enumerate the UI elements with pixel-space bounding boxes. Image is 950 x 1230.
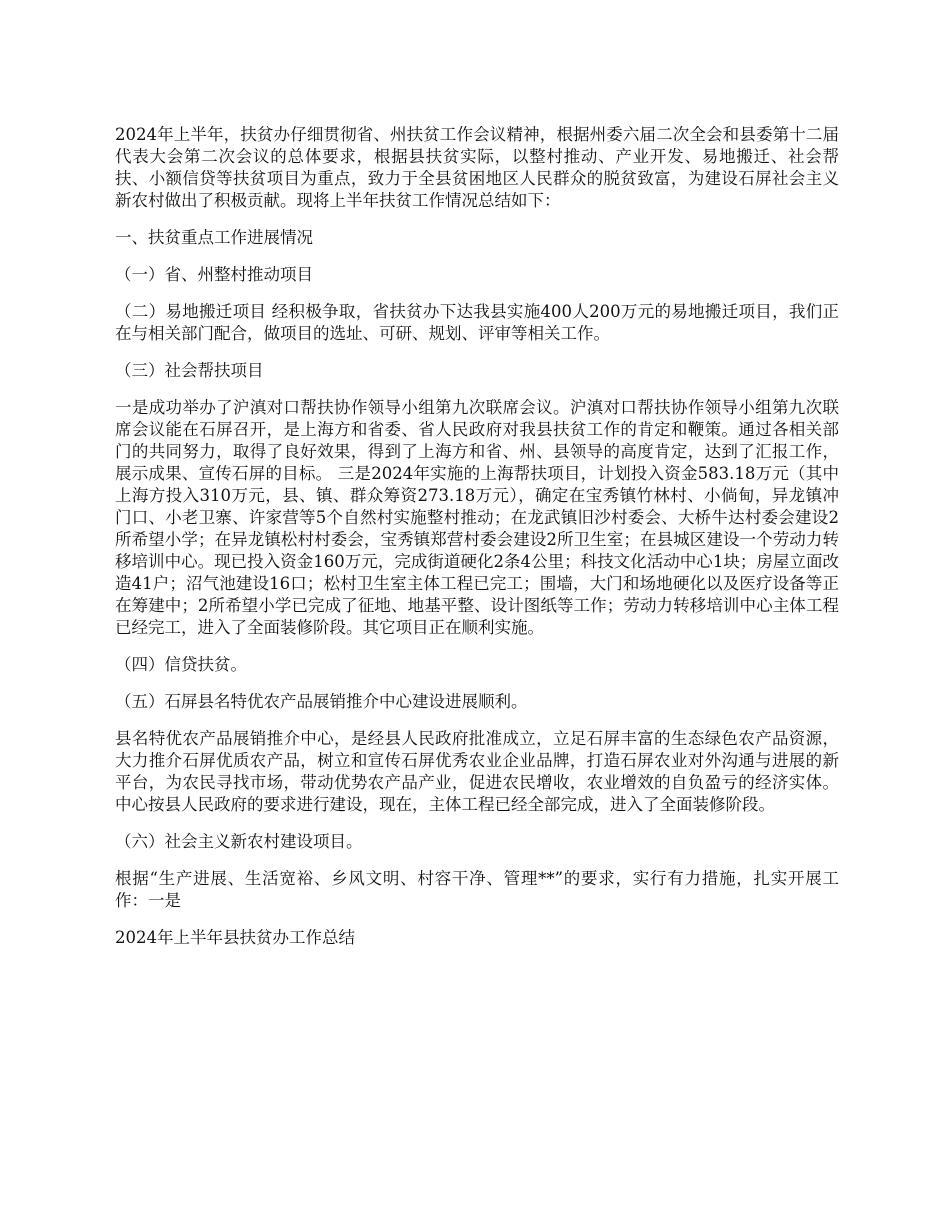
subheading-new-village: （六）社会主义新农村建设项目。 <box>115 832 363 851</box>
social-assistance-paragraph: 一是成功举办了沪滇对口帮扶协作领导小组第九次联席会议。沪滇对口帮扶协作领导小组第九次联席会议能在石屏召开，是上海方和省委、省人民政府对我县扶贫工作的肯定和鞭策。通过各相关部门的共同努力，取得了良好效果，得到了上海方和省、州、县领导的高度肯定，达到了汇报工作，展示成果、宣传石屏的目标。 三是2024年实施的上海帮扶项目，计划投入资金583.18万元（其中上海方投入310万元，县、镇、群众筹资273.18万元），确定在宝秀镇竹林村、小倘甸，异龙镇冲门口、小老卫寨、许家营等5个自然村实施整村推动；在龙武镇旧沙村委会、大桥牛达村委会建设2所希望小学；在异龙镇松村村委会，宝秀镇郑营村委会建设2所卫生室；在县城区建设一个劳动力转移培训中心。现已投入资金160万元，完成街道硬化2条4公里；科技文化活动中心1块；房屋立面改造41户；沼气池建设16口；松村卫生室主体工程已完工；围墙，大门和场地硬化以及医疗设备等正在筹建中；2所希望小学已完成了征地、地基平整、设计图纸等工作；劳动力转移培训中心主体工程已经完工，进入了全面装修阶段。其它项目正在顺利实施。 <box>115 398 839 637</box>
document-body <box>115 124 839 964</box>
subheading-product-center: （五）石屏县名特优农产品展销推介中心建设进展顺利。 <box>115 692 528 711</box>
subheading-village-project: （一）省、州整村推动项目 <box>115 265 313 284</box>
new-village-paragraph: 根据“生产进展、生活宽裕、乡风文明、村容干净、管理**”的要求，实行有力措施，扎实开展工作：一是 <box>115 869 839 910</box>
intro-paragraph: 2024年上半年，扶贫办仔细贯彻省、州扶贫工作会议精神，根据州委六届二次全会和县委第十二届代表大会第二次会议的总体要求，根据县扶贫实际，以整村推动、产业开发、易地搬迁、社会帮扶、小额信贷等扶贫项目为重点，致力于全县贫困地区人民群众的脱贫致富，为建设石屏社会主义新农村做出了积极贡献。现将上半年扶贫工作情况总结如下： <box>115 125 839 210</box>
section-heading-progress: 一、扶贫重点工作进展情况 <box>115 228 313 247</box>
relocation-paragraph: （二）易地搬迁项目 经积极争取，省扶贫办下达我县实施400人200万元的易地搬迁项目，我们正在与相关部门配合，做项目的选址、可研、规划、评审等相关工作。 <box>115 302 839 343</box>
product-center-paragraph: 县名特优农产品展销推介中心，是经县人民政府批准成立，立足石屏丰富的生态绿色农产品资源，大力推介石屏优质农产品，树立和宣传石屏优秀农业企业品牌，打造石屏农业对外沟通与进展的新平台，为农民寻找市场，带动优势农产品产业，促进农民增收，农业增效的自负盈亏的经济实体。中心按县人民政府的要求进行建设，现在，主体工程已经全部完成，进入了全面装修阶段。 <box>115 729 839 814</box>
subheading-social-assistance: （三）社会帮扶项目 <box>115 361 264 380</box>
subheading-credit: （四）信贷扶贫。 <box>115 655 247 674</box>
document-title-footer: 2024年上半年县扶贫办工作总结 <box>115 928 355 947</box>
